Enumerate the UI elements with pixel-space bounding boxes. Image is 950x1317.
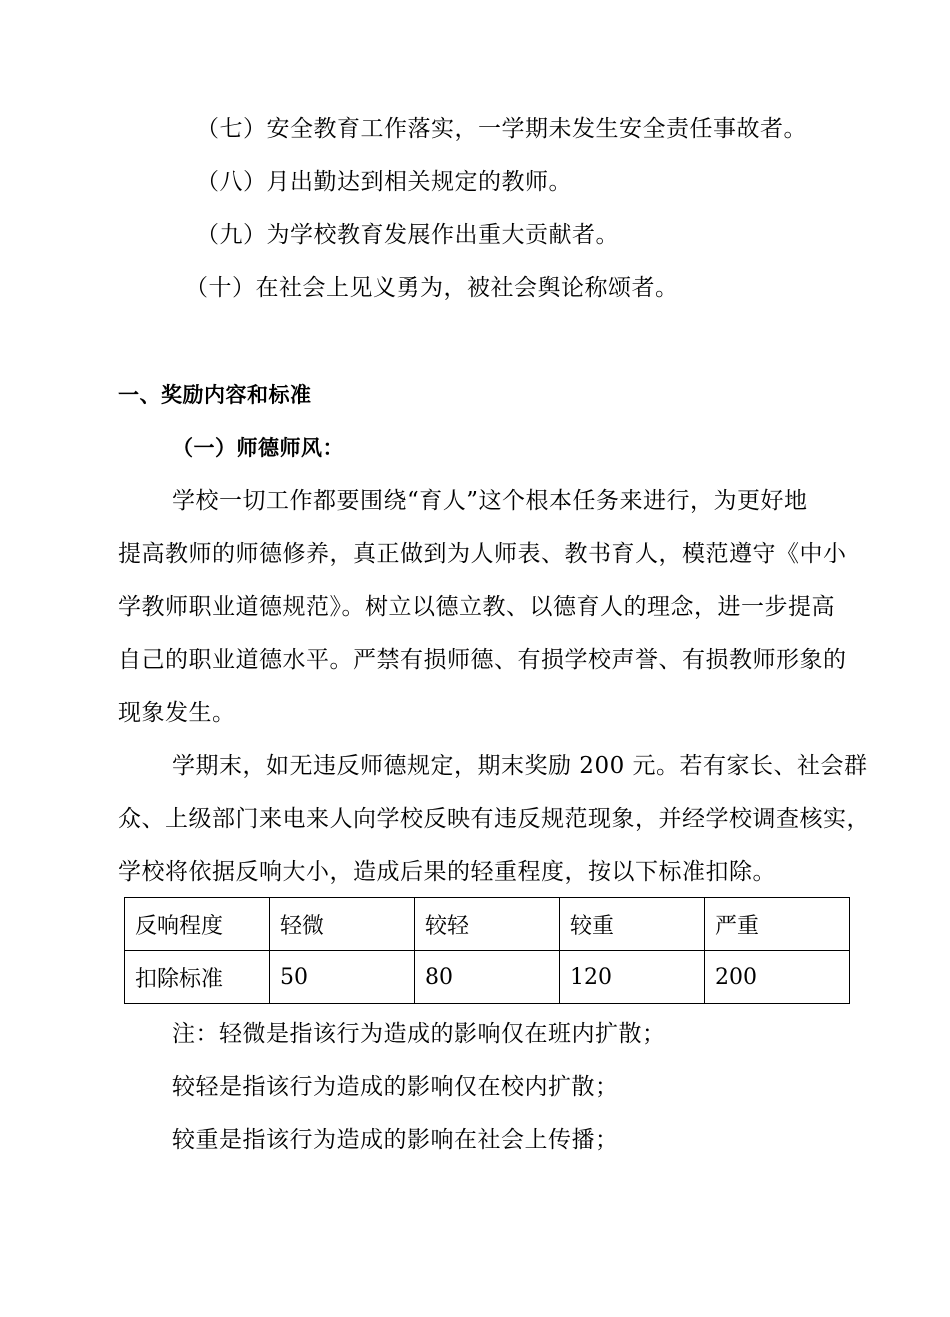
paragraph-line: 学教师职业道德规范》。树立以德立教、以德育人的理念，进一步提高 <box>118 594 835 620</box>
table-cell: 50 <box>270 951 415 1004</box>
paragraph-line: 提高教师的师德修养，真正做到为人师表、教书育人，模范遵守《中小 <box>118 541 847 567</box>
paragraph-line: 学期末，如无违反师德规定，期末奖励 200 元。若有家长、社会群 <box>172 753 868 779</box>
table-cell: 严重 <box>705 898 850 951</box>
table-cell: 轻微 <box>270 898 415 951</box>
table-cell: 较重 <box>560 898 705 951</box>
list-item-8: （八）月出勤达到相关规定的教师。 <box>196 169 572 195</box>
list-item-10: （十）在社会上见义勇为，被社会舆论称颂者。 <box>185 275 679 301</box>
table-row <box>125 951 850 1004</box>
penalty-table <box>124 897 850 1004</box>
section-heading: 一、奖励内容和标准 <box>118 383 312 407</box>
note-line: 较重是指该行为造成的影响在社会上传播； <box>172 1127 619 1153</box>
paragraph-line: 学校一切工作都要围绕“育人”这个根本任务来进行，为更好地 <box>172 488 808 514</box>
subsection-heading: （一）师德师风： <box>172 436 344 460</box>
table-cell: 80 <box>415 951 560 1004</box>
paragraph-line: 现象发生。 <box>118 700 236 726</box>
paragraph-line: 自己的职业道德水平。严禁有损师德、有损学校声誉、有损教师形象的 <box>118 647 847 673</box>
list-item-7: （七）安全教育工作落实，一学期未发生安全责任事故者。 <box>196 116 807 142</box>
paragraph-line: 众、上级部门来电来人向学校反映有违反规范现象，并经学校调查核实， <box>118 806 870 832</box>
note-line: 较轻是指该行为造成的影响仅在校内扩散； <box>172 1074 619 1100</box>
table-cell: 200 <box>705 951 850 1004</box>
table-cell: 反响程度 <box>125 898 270 951</box>
list-item-9: （九）为学校教育发展作出重大贡献者。 <box>196 222 619 248</box>
table-cell: 较轻 <box>415 898 560 951</box>
note-line: 注：轻微是指该行为造成的影响仅在班内扩散； <box>172 1021 666 1047</box>
table-cell: 扣除标准 <box>125 951 270 1004</box>
paragraph-line: 学校将依据反响大小，造成后果的轻重程度，按以下标准扣除。 <box>118 859 776 885</box>
table-row <box>125 898 850 951</box>
table-cell: 120 <box>560 951 705 1004</box>
